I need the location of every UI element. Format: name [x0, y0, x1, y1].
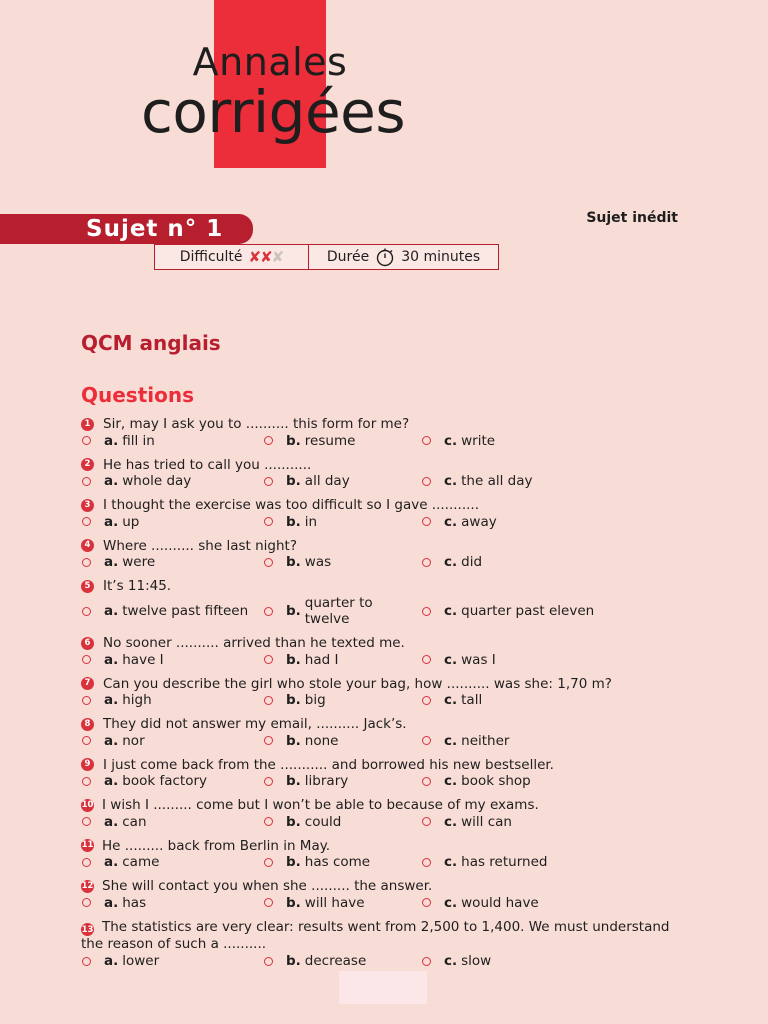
- option-text: slow: [461, 952, 492, 969]
- subject-tag: Sujet inédit: [586, 210, 678, 226]
- radio-circle-icon[interactable]: [422, 957, 431, 966]
- radio-circle-icon[interactable]: [422, 696, 431, 705]
- question-text: I wish I ......... come but I won’t be able to because of my exams.: [102, 797, 539, 813]
- option-b[interactable]: [263, 554, 421, 571]
- option-a[interactable]: [81, 473, 263, 490]
- question-stem: [81, 457, 691, 474]
- option-letter: a.: [104, 813, 119, 830]
- radio-circle-icon[interactable]: [264, 517, 273, 526]
- option-b[interactable]: [263, 595, 421, 628]
- option-letter: b.: [286, 473, 301, 489]
- option-c[interactable]: [421, 595, 594, 628]
- option-text: tall: [461, 692, 483, 708]
- option-text: will can: [461, 813, 512, 830]
- question-number: 2: [81, 458, 94, 471]
- question-stem: [81, 878, 691, 895]
- option-letter: b.: [286, 952, 301, 969]
- question-options: [81, 554, 691, 571]
- question-item: [81, 497, 691, 530]
- question-text: It’s 11:45.: [103, 578, 172, 594]
- option-text: library: [304, 773, 349, 789]
- option-c[interactable]: [421, 953, 491, 970]
- option-letter: c.: [444, 651, 458, 668]
- difficulty-label: Difficulté: [179, 249, 243, 265]
- option-text: the all day: [461, 473, 533, 489]
- option-text: was: [304, 554, 332, 570]
- radio-circle-icon[interactable]: [82, 607, 91, 616]
- radio-circle-icon[interactable]: [82, 777, 91, 786]
- option-letter: a.: [104, 773, 119, 789]
- radio-circle-icon[interactable]: [82, 558, 91, 567]
- option-text: quarter to twelve: [304, 594, 373, 627]
- option-text: none: [304, 732, 339, 749]
- option-letter: a.: [104, 602, 119, 619]
- question-options: [81, 895, 691, 912]
- option-b[interactable]: [263, 814, 421, 831]
- radio-circle-icon[interactable]: [82, 517, 91, 526]
- radio-circle-icon[interactable]: [82, 736, 91, 745]
- question-number: 4: [81, 539, 94, 552]
- question-item: [81, 538, 691, 571]
- question-options: [81, 433, 691, 450]
- question-options: [81, 773, 691, 790]
- option-text: came: [122, 854, 160, 870]
- option-c[interactable]: [421, 652, 496, 669]
- question-stem: [81, 797, 691, 814]
- radio-circle-icon[interactable]: [264, 736, 273, 745]
- option-c[interactable]: [421, 473, 532, 490]
- radio-circle-icon[interactable]: [422, 777, 431, 786]
- radio-circle-icon[interactable]: [264, 858, 273, 867]
- title-annales: Annales: [192, 40, 348, 84]
- option-a[interactable]: [81, 773, 263, 790]
- question-number: 11: [81, 840, 94, 851]
- duration-cell: [309, 245, 498, 269]
- option-text: had I: [304, 651, 339, 668]
- page-footer-tab: [339, 971, 427, 1004]
- title-corrigees: corrigées: [141, 78, 406, 146]
- option-letter: b.: [286, 813, 301, 830]
- question-item: [81, 457, 691, 490]
- option-letter: a.: [104, 554, 119, 570]
- option-letter: a.: [104, 952, 119, 969]
- radio-circle-icon[interactable]: [264, 655, 273, 664]
- option-letter: b.: [286, 432, 301, 449]
- option-letter: a.: [104, 513, 119, 530]
- option-c[interactable]: [421, 692, 482, 709]
- question-stem: [81, 716, 691, 733]
- option-b[interactable]: [263, 854, 421, 871]
- option-letter: a.: [104, 894, 119, 911]
- question-number: 10: [81, 799, 94, 810]
- option-text: high: [122, 692, 152, 708]
- radio-circle-icon[interactable]: [422, 558, 431, 567]
- duration-label: Durée: [326, 249, 370, 265]
- option-c[interactable]: [421, 554, 482, 571]
- radio-circle-icon[interactable]: [264, 607, 273, 616]
- option-letter: b.: [286, 894, 301, 911]
- question-number: 3: [81, 499, 94, 512]
- option-text: were: [122, 554, 156, 570]
- option-letter: c.: [444, 854, 458, 870]
- radio-circle-icon[interactable]: [82, 858, 91, 867]
- option-letter: b.: [286, 513, 301, 530]
- option-text: lower: [122, 952, 160, 969]
- radio-circle-icon[interactable]: [422, 477, 431, 486]
- option-c[interactable]: [421, 514, 497, 531]
- question-item: [81, 676, 691, 709]
- radio-circle-icon[interactable]: [422, 655, 431, 664]
- radio-circle-icon[interactable]: [422, 436, 431, 445]
- question-text: Where .......... she last night?: [103, 537, 297, 554]
- option-b[interactable]: [263, 514, 421, 531]
- radio-circle-icon[interactable]: [264, 696, 273, 705]
- option-text: fill in: [122, 432, 155, 449]
- option-c[interactable]: [421, 433, 495, 450]
- option-text: have I: [122, 651, 164, 668]
- question-stem: [81, 416, 691, 433]
- radio-circle-icon[interactable]: [82, 817, 91, 826]
- option-letter: c.: [444, 732, 458, 749]
- question-stem: [81, 538, 691, 555]
- option-text: whole day: [122, 473, 192, 489]
- option-text: quarter past eleven: [461, 602, 595, 619]
- option-c[interactable]: [421, 854, 547, 871]
- option-letter: c.: [444, 513, 458, 530]
- option-letter: b.: [286, 554, 301, 570]
- option-b[interactable]: [263, 953, 421, 970]
- option-letter: b.: [286, 732, 301, 749]
- question-stem: [81, 838, 691, 855]
- subject-number-band: Sujet n° 1: [0, 214, 253, 244]
- question-options: [81, 652, 691, 669]
- radio-circle-icon[interactable]: [422, 607, 431, 616]
- option-b[interactable]: [263, 652, 421, 669]
- radio-circle-icon[interactable]: [264, 436, 273, 445]
- option-text: away: [461, 513, 497, 530]
- option-c[interactable]: [421, 814, 512, 831]
- stopwatch-icon: [375, 247, 395, 267]
- question-number: 5: [81, 580, 94, 593]
- option-text: will have: [304, 894, 365, 911]
- question-text: I just come back from the ........... and borrowed his new bestseller.: [103, 756, 554, 773]
- question-number: 1: [81, 418, 94, 431]
- question-options: [81, 854, 691, 871]
- option-b[interactable]: [263, 773, 421, 790]
- radio-circle-icon[interactable]: [422, 898, 431, 907]
- questions-list: [81, 416, 691, 977]
- option-text: in: [304, 513, 318, 530]
- option-a[interactable]: [81, 733, 263, 750]
- option-letter: c.: [444, 952, 458, 969]
- question-text: Sir, may I ask you to .......... this form for me?: [103, 416, 410, 432]
- subject-meta-box: [154, 244, 499, 270]
- question-text: I thought the exercise was too difficult so I gave ...........: [103, 497, 480, 513]
- option-a[interactable]: [81, 895, 263, 912]
- radio-circle-icon[interactable]: [422, 817, 431, 826]
- section-title: QCM anglais: [81, 331, 221, 355]
- option-a[interactable]: [81, 814, 263, 831]
- radio-circle-icon[interactable]: [264, 957, 273, 966]
- question-item: [81, 416, 691, 449]
- option-letter: b.: [286, 854, 301, 870]
- question-stem: [81, 578, 691, 595]
- question-text: She will contact you when she ......... the answer.: [102, 878, 433, 894]
- option-text: could: [304, 813, 342, 830]
- difficulty-rating: [249, 248, 284, 266]
- question-text: The statistics are very clear: results went from 2,500 to 1,400. We must understand the reason of such a ..........: [81, 918, 670, 953]
- option-text: nor: [122, 732, 145, 749]
- radio-circle-icon[interactable]: [422, 858, 431, 867]
- radio-circle-icon[interactable]: [264, 777, 273, 786]
- radio-circle-icon[interactable]: [82, 655, 91, 664]
- question-item: [81, 878, 691, 911]
- option-text: up: [122, 513, 140, 530]
- question-stem: [81, 635, 691, 652]
- question-number: 7: [81, 677, 94, 690]
- radio-circle-icon[interactable]: [82, 898, 91, 907]
- option-a[interactable]: [81, 514, 263, 531]
- question-options: [81, 595, 691, 628]
- option-letter: b.: [286, 692, 301, 708]
- option-letter: a.: [104, 732, 119, 749]
- question-stem: [81, 676, 691, 693]
- question-options: [81, 692, 691, 709]
- option-b[interactable]: [263, 473, 421, 490]
- difficulty-cell: [155, 245, 309, 269]
- option-text: all day: [304, 473, 350, 489]
- option-c[interactable]: [421, 895, 539, 912]
- option-a[interactable]: [81, 595, 263, 628]
- option-text: decrease: [304, 952, 367, 969]
- option-text: book shop: [461, 773, 531, 789]
- question-options: [81, 733, 691, 750]
- duration-value: 30 minutes: [401, 249, 481, 265]
- option-a[interactable]: [81, 433, 263, 450]
- radio-circle-icon[interactable]: [264, 558, 273, 567]
- option-letter: b.: [285, 602, 301, 619]
- option-text: twelve past fifteen: [122, 602, 249, 619]
- question-stem: [81, 757, 691, 774]
- option-text: did: [461, 554, 483, 570]
- radio-circle-icon[interactable]: [264, 477, 273, 486]
- option-letter: b.: [286, 651, 301, 668]
- radio-circle-icon[interactable]: [82, 696, 91, 705]
- option-letter: b.: [286, 773, 301, 789]
- option-letter: a.: [104, 651, 119, 668]
- option-text: can: [122, 813, 147, 830]
- option-text: write: [461, 432, 496, 449]
- question-text: No sooner .......... arrived than he texted me.: [103, 635, 405, 651]
- option-letter: c.: [444, 432, 458, 449]
- option-text: resume: [304, 432, 356, 449]
- option-text: book factory: [122, 773, 207, 789]
- question-stem: [81, 919, 691, 953]
- option-a[interactable]: [81, 692, 263, 709]
- option-b[interactable]: [263, 692, 421, 709]
- question-options: [81, 514, 691, 531]
- option-a[interactable]: [81, 854, 263, 871]
- question-text: Can you describe the girl who stole your bag, how .......... was she: 1,70 m?: [103, 675, 612, 692]
- question-options: [81, 814, 691, 831]
- radio-circle-icon[interactable]: [82, 436, 91, 445]
- question-number: 13: [81, 924, 94, 935]
- radio-circle-icon[interactable]: [422, 517, 431, 526]
- option-letter: a.: [104, 473, 119, 489]
- option-c[interactable]: [421, 773, 531, 790]
- option-c[interactable]: [421, 733, 509, 750]
- option-letter: c.: [444, 602, 458, 619]
- radio-circle-icon[interactable]: [264, 898, 273, 907]
- option-letter: c.: [444, 473, 458, 489]
- option-letter: a.: [104, 854, 119, 870]
- option-a[interactable]: [81, 554, 263, 571]
- question-number: 12: [81, 880, 94, 891]
- option-text: has come: [304, 854, 371, 870]
- option-a[interactable]: [81, 652, 263, 669]
- difficulty-x-icon: ✘: [260, 248, 272, 266]
- option-text: has returned: [461, 854, 548, 870]
- option-letter: a.: [104, 432, 119, 449]
- option-text: neither: [461, 732, 510, 749]
- question-item: [81, 757, 691, 790]
- difficulty-x-icon-inactive: ✘: [271, 248, 284, 266]
- question-item: [81, 716, 691, 749]
- option-a[interactable]: [81, 953, 263, 970]
- question-item: [81, 578, 691, 628]
- radio-circle-icon[interactable]: [422, 736, 431, 745]
- question-stem: [81, 497, 691, 514]
- question-options: [81, 473, 691, 490]
- radio-circle-icon[interactable]: [82, 477, 91, 486]
- option-letter: a.: [104, 692, 119, 708]
- option-text: would have: [461, 894, 539, 911]
- question-text: They did not answer my email, .......... Jack’s.: [103, 716, 407, 732]
- difficulty-x-icon: ✘: [248, 248, 261, 266]
- question-number: 6: [81, 637, 94, 650]
- question-item: [81, 919, 691, 970]
- question-item: [81, 838, 691, 871]
- option-text: was I: [461, 651, 496, 668]
- question-options: [81, 953, 691, 970]
- radio-circle-icon[interactable]: [82, 957, 91, 966]
- option-letter: c.: [444, 813, 458, 830]
- questions-heading: Questions: [81, 383, 195, 407]
- option-letter: c.: [444, 773, 458, 789]
- question-text: He ......... back from Berlin in May.: [102, 837, 331, 854]
- option-letter: c.: [444, 554, 458, 570]
- radio-circle-icon[interactable]: [264, 817, 273, 826]
- question-item: [81, 797, 691, 830]
- option-b[interactable]: [263, 895, 421, 912]
- option-letter: c.: [444, 692, 458, 708]
- question-text: He has tried to call you ...........: [103, 456, 312, 473]
- option-text: big: [304, 692, 326, 708]
- option-b[interactable]: [263, 433, 421, 450]
- option-text: has: [122, 894, 147, 911]
- question-number: 9: [81, 758, 94, 771]
- question-number: 8: [81, 718, 94, 731]
- option-letter: c.: [444, 894, 458, 911]
- question-item: [81, 635, 691, 668]
- option-b[interactable]: [263, 733, 421, 750]
